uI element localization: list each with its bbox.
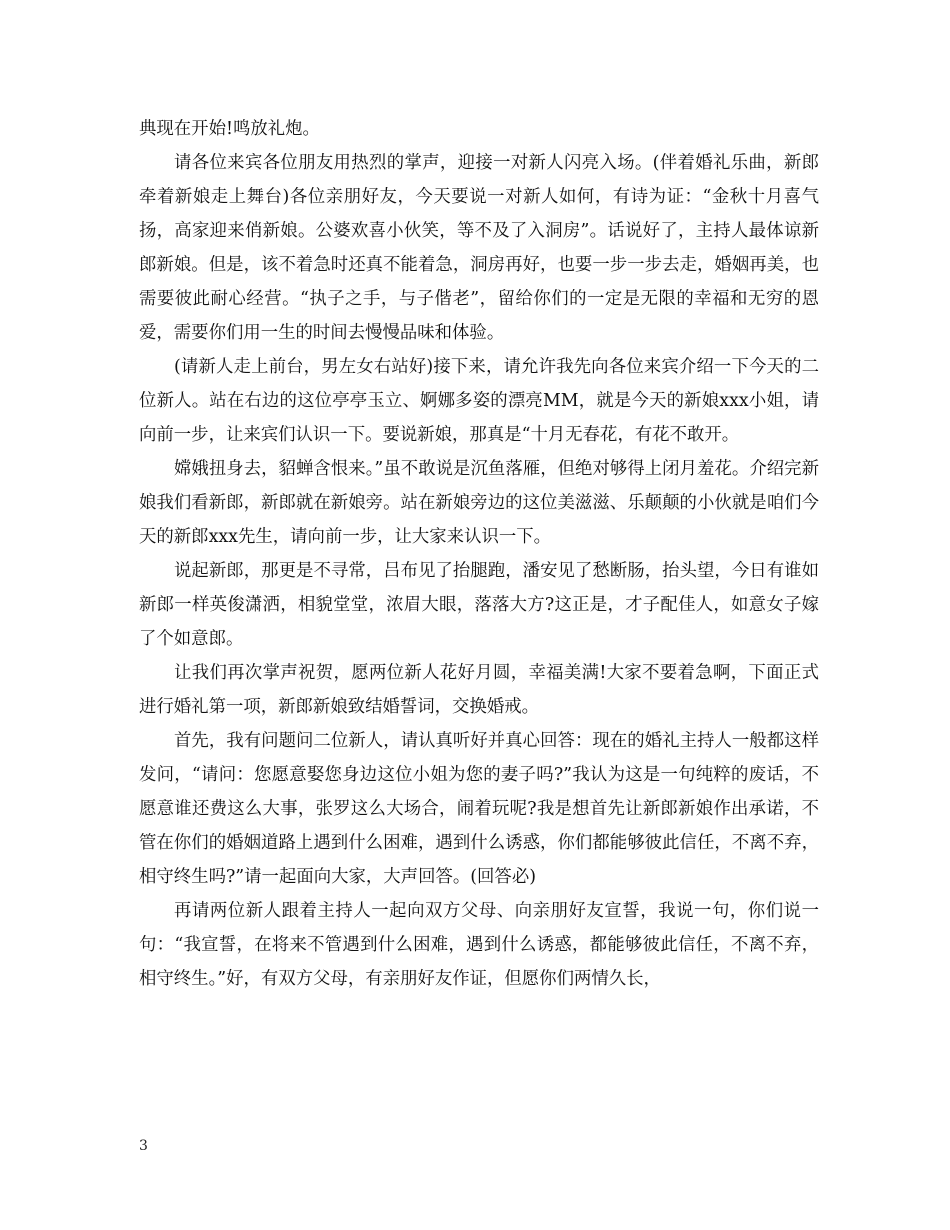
paragraph-vows-intro: 让我们再次掌声祝贺，愿两位新人花好月圆，幸福美满!大家不要着急啊，下面正式进行婚礼第一项，新郎新娘致结婚誓词，交换婚戒。	[139, 663, 819, 717]
paragraph-oath: 再请两位新人跟着主持人一起向双方父母、向亲朋好友宣誓，我说一句，你们说一句：“我宣誓，在将来不管遇到什么困难，遇到什么诱惑，都能够彼此信任，不离不弃，相守终生。”好，有双方父母，有亲朋好友作证，但愿你们两情久长，	[139, 901, 819, 989]
page-number: 3	[139, 1138, 148, 1154]
paragraph-introduce-groom: 嫦娥扭身去，貂蝉含恨来。”虽不敢说是沉鱼落雁，但绝对够得上闭月羞花。介绍完新娘我们看新郎，新郎就在新娘旁。站在新娘旁边的这位美滋滋、乐颠颠的小伙就是咱们今天的新郎xxx先生，请向前一步，让大家来认识一下。	[139, 459, 819, 547]
document-body	[139, 112, 819, 996]
paragraph-introduce-bride: (请新人走上前台，男左女右站好)接下来，请允许我先向各位来宾介绍一下今天的二位新人。站在右边的这位亭亭玉立、婀娜多姿的漂亮MM，就是今天的新娘xxx小姐，请向前一步，让来宾们认识一下。要说新娘，那真是“十月无春花，有花不敢开。	[139, 357, 819, 445]
paragraph-groom-praise: 说起新郎，那更是不寻常，吕布见了抬腿跑，潘安见了愁断肠，抬头望，今日有谁如新郎一样英俊潇洒，相貌堂堂，浓眉大眼，落落大方?这正是，才子配佳人，如意女子嫁了个如意郎。	[139, 561, 819, 649]
paragraph-entrance: 请各位来宾各位朋友用热烈的掌声，迎接一对新人闪亮入场。(伴着婚礼乐曲，新郎牵着新娘走上舞台)各位亲朋好友，今天要说一对新人如何，有诗为证：“金秋十月喜气扬，高家迎来俏新娘。公婆欢喜小伙笑，等不及了入洞房”。话说好了，主持人最体谅新郎新娘。但是，该不着急时还真不能着急，洞房再好，也要一步一步去走，婚姻再美，也需要彼此耐心经营。“执子之手，与子偕老”，留给你们的一定是无限的幸福和无穷的恩爱，需要你们用一生的时间去慢慢品味和体验。	[139, 153, 819, 343]
paragraph-question: 首先，我有问题问二位新人，请认真听好并真心回答：现在的婚礼主持人一般都这样发问，“请问：您愿意娶您身边这位小姐为您的妻子吗?”我认为这是一句纯粹的废话，不愿意谁还费这么大事，张罗这么大场合，闹着玩呢?我是想首先让新郎新娘作出承诺，不管在你们的婚姻道路上遇到什么困难，遇到什么诱惑，你们都能够彼此信任，不离不弃，相守终生吗?”请一起面向大家，大声回答。(回答必)	[139, 731, 819, 887]
paragraph-continuation: 典现在开始!鸣放礼炮。	[139, 119, 320, 139]
